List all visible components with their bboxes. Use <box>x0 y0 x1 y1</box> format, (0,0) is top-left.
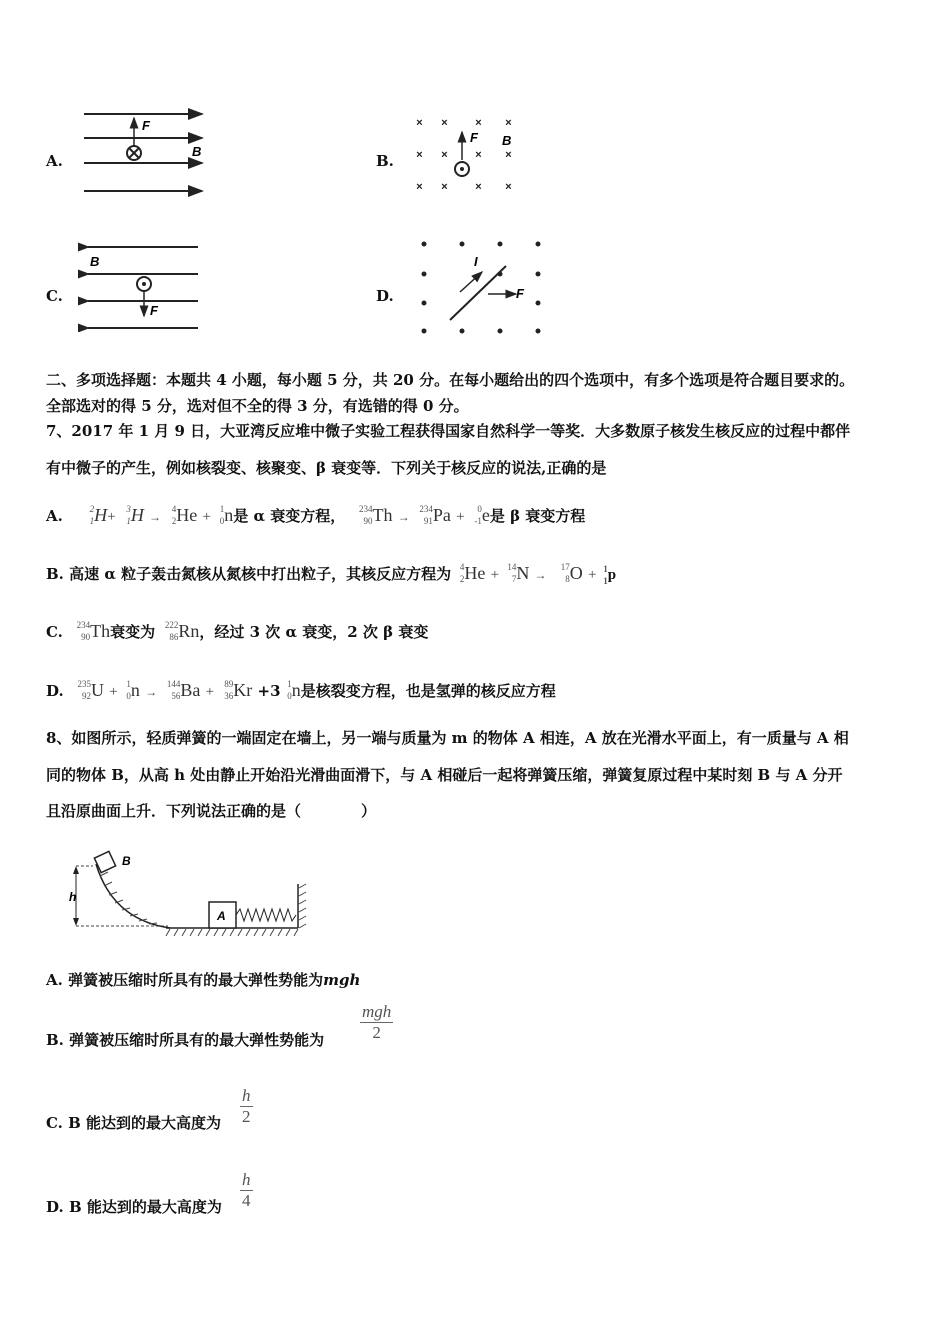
svg-text:×: × <box>505 117 512 129</box>
q8-a-label: A. <box>46 971 63 989</box>
q8-a-value: mgh <box>323 971 361 989</box>
q8-option-d[interactable] <box>46 1197 222 1217</box>
q7-d-coef: +3 <box>257 682 281 700</box>
label-b: B <box>192 144 202 159</box>
q8-line3: 且沿原曲面上升．下列说法正确的是（ ） <box>46 802 377 820</box>
q7-a-text2: 是 β 衰变方程 <box>489 507 586 525</box>
nuclide-ba144: 144 56 Ba <box>166 679 201 701</box>
nuclide-h2: 2 1 H <box>89 504 108 526</box>
q7-line1: 7、2017 年 1 月 9 日，大亚湾反应堆中微子实验工程获得国家自然科学一等奖．大多数原子核发生核反应的过程中都伴 <box>46 422 851 440</box>
svg-text:×: × <box>505 181 512 193</box>
q7-a-text1: 是 α 衰变方程， <box>233 507 346 525</box>
figure-option-c <box>78 240 208 332</box>
q7-c-text1: 衰变为 <box>110 623 156 641</box>
nuclide-n1: 1 0 n <box>287 679 301 701</box>
q8-b-text: 弹簧被压缩时所具有的最大弹性势能为 <box>69 1031 325 1049</box>
q7-b-text: 高速 α 粒子轰击氮核从氮核中打出粒子，其核反应方程为 <box>69 565 452 583</box>
q7-b-label: B. <box>46 565 64 583</box>
q8-d-label: D. <box>46 1198 64 1216</box>
q7-c-text2: ，经过 3 次 α 衰变，2 次 β 衰变 <box>199 623 429 641</box>
label-f: F <box>516 286 524 301</box>
q8-d-text: B 能达到的最大高度为 <box>68 1198 222 1216</box>
svg-text:×: × <box>441 181 448 193</box>
section2-line2: 全部选对的得 5 分，选对但不全的得 3 分，有选错的得 0 分。 <box>46 397 469 415</box>
q7-option-a[interactable]: A. 2 1 H+ 3 1 H → 4 2 He + 1 0 n是 α 衰变方程， 234 90 Th → 234 91 Pa + 0 -1 e是 β 衰变方程 <box>46 504 586 526</box>
svg-text:×: × <box>475 181 482 193</box>
figure-option-a <box>78 108 213 198</box>
q7-a-label: A. <box>46 507 63 525</box>
nuclide-h3: 3 1 H <box>126 504 144 526</box>
q7-c-label: C. <box>46 623 63 641</box>
label-b: B <box>90 254 100 269</box>
q8-c-label: C. <box>46 1114 63 1132</box>
svg-text:×: × <box>441 117 448 129</box>
nuclide-he4: 4 2 He <box>171 504 198 526</box>
option-a-label[interactable]: A. <box>46 152 63 170</box>
q7-line2: 有中微子的产生，例如核裂变、核聚变、β 衰变等．下列关于核反应的说法,正确的是 <box>46 459 607 477</box>
q8-a-text: 弹簧被压缩时所具有的最大弹性势能为 <box>68 971 324 989</box>
label-b: B <box>122 854 131 868</box>
nuclide-n1: 1 0 n <box>126 679 140 701</box>
nuclide-kr89: 89 36 Kr <box>224 679 253 701</box>
q7-option-c[interactable] <box>46 621 428 642</box>
svg-text:×: × <box>505 149 512 161</box>
option-b-label[interactable]: B. <box>376 152 394 170</box>
svg-text:×: × <box>441 149 448 161</box>
figure-option-b <box>408 112 528 194</box>
q7-d-text: 是核裂变方程，也是氢弹的核反应方程 <box>300 682 556 700</box>
q8-option-a[interactable] <box>46 970 360 990</box>
q8-d-fraction: $\frac{h}{4}$ <box>242 1170 251 1210</box>
label-f: F <box>142 118 150 133</box>
nuclide-n1: 1 0 n <box>219 504 234 526</box>
label-a: A <box>217 909 226 923</box>
nuclide-e0: 0 -1 e <box>474 504 490 526</box>
q7-option-d[interactable]: D. 235 92 U + 1 0 n → 144 56 Ba + 89 36 Kr +3 1 0 n是核裂变方程，也是氢弹的核反应方程 <box>46 679 556 701</box>
q8-line1: 8、如图所示，轻质弹簧的一端固定在墙上，另一端与质量为 m 的物体 A 相连，A 放在光滑水平面上，有一质量与 A 相 <box>46 729 849 747</box>
label-h: h <box>69 890 77 904</box>
svg-text:×: × <box>475 117 482 129</box>
figure-option-d <box>410 232 555 342</box>
nuclide-th234: 234 90 Th <box>358 504 393 526</box>
label-b: B <box>502 133 512 148</box>
q7-d-label: D. <box>46 682 64 700</box>
nuclide-o17: 17 8 O <box>560 562 583 584</box>
q7-option-b[interactable]: B. 高速 α 粒子轰击氮核从氮核中打出粒子，其核反应方程为 4 2 He + 14 7 N → 17 8 O + 1 1 p <box>46 562 617 586</box>
nuclide-p1: 1 1 p <box>603 564 617 586</box>
nuclide-n14: 14 7 N <box>507 562 530 584</box>
nuclide-th234: 234 90 Th <box>76 620 111 642</box>
svg-text:×: × <box>416 181 423 193</box>
q8-figure <box>58 848 318 940</box>
q8-b-fraction: mgh 2 <box>362 1002 392 1042</box>
option-d-label[interactable]: D. <box>376 287 394 305</box>
svg-text:×: × <box>416 117 423 129</box>
nuclide-pa234: 234 91 Pa <box>419 504 451 526</box>
svg-text:×: × <box>416 149 423 161</box>
section2-line1: 二、多项选择题：本题共 4 小题，每小题 5 分，共 20 分。在每小题给出的四个选项中，有多个选项是符合题目要求的。 <box>46 371 855 389</box>
nuclide-he4: 4 2 He <box>459 562 486 584</box>
option-c-label[interactable]: C. <box>46 287 63 305</box>
q8-line2: 同的物体 B，从高 h 处由静止开始沿光滑曲面滑下，与 A 相碰后一起将弹簧压缩，弹簧复原过程中某时刻 B 与 A 分开 <box>46 766 843 784</box>
label-f: F <box>470 130 478 145</box>
nuclide-rn222: 222 86 Rn <box>164 620 200 642</box>
svg-text:×: × <box>475 149 482 161</box>
q8-c-text: B 能达到的最大高度为 <box>68 1114 222 1132</box>
q8-c-fraction: $\frac{h}{2}$ <box>242 1086 251 1126</box>
q8-b-label: B. <box>46 1031 64 1049</box>
label-i: I <box>474 254 478 269</box>
label-f: F <box>150 303 158 318</box>
q8-option-b[interactable] <box>46 1030 324 1050</box>
nuclide-u235: 235 92 U <box>77 679 104 701</box>
q8-option-c[interactable] <box>46 1113 221 1133</box>
